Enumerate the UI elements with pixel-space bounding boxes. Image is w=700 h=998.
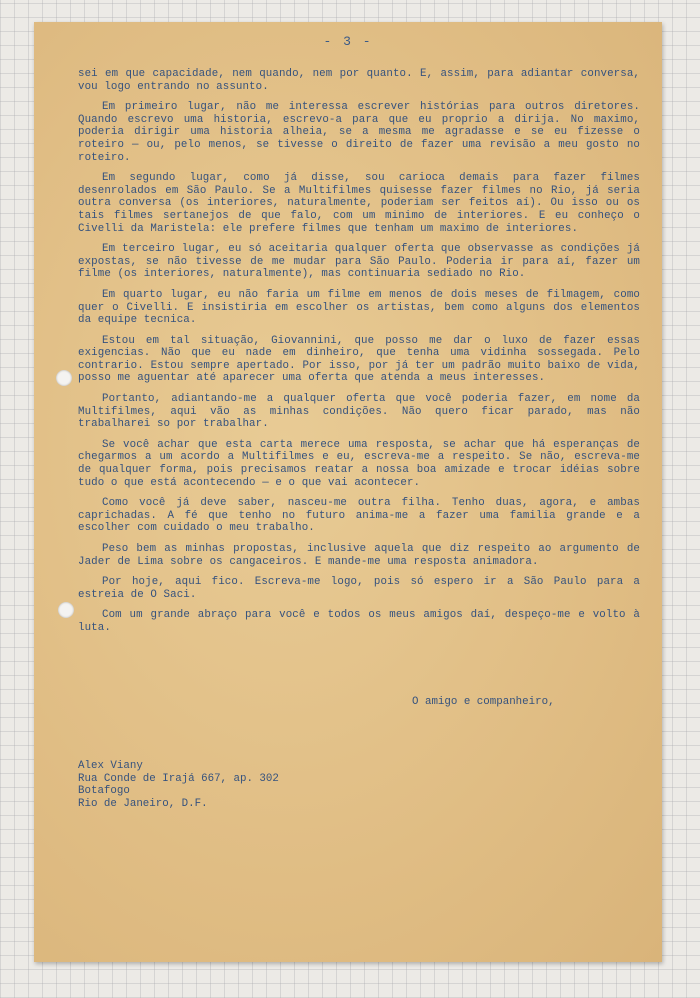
paragraph: Por hoje, aqui fico. Escreva-me logo, pois só espero ir a São Paulo para a estreia de O Saci. [78, 576, 640, 601]
paragraph: Se você achar que esta carta merece uma resposta, se achar que há esperanças de chegarmos a um acordo a Multifilmes e eu, escreva-me a respeito. Se não, escreva-me de qualquer forma, pois precisamos reatar a nossa boa amizade e trocar idéias sobre tudo o que está acontecendo — e o que vai acontecer. [78, 438, 640, 489]
sender-name: Alex Viany [78, 760, 143, 772]
sender-address [78, 760, 279, 810]
paragraph: Com um grande abraço para você e todos os meus amigos daí, despeço-me e volto à luta. [78, 609, 640, 634]
paragraph: Portanto, adiantando-me a qualquer oferta que você poderia fazer, em nome da Multifilmes, aqui vão as minhas condições. Não quero ficar parado, mas não trabalharei so por trabalhar. [78, 393, 640, 431]
sender-street: Rua Conde de Irajá 667, ap. 302 [78, 772, 279, 785]
letter-body [78, 68, 640, 643]
paragraph: Peso bem as minhas propostas, inclusive aquela que diz respeito ao argumento de Jader de Lima sobre os cangaceiros. E mande-me uma resposta animadora. [78, 543, 640, 568]
paragraph: Em primeiro lugar, não me interessa escrever histórias para outros diretores. Quando escrevo uma historia, escrevo-a para que eu proprio a dirija. No maximo, poderia dirigir uma historia alheia, se a mesma me agradasse e se eu fizesse o roteiro — ou, pelo menos, se tivesse o direito de fazer uma revisão a meu gosto no roteiro. [78, 101, 640, 164]
paragraph: Em terceiro lugar, eu só aceitaria qualquer oferta que observasse as condições já expostas, se não tivesse de me mudar para São Paulo. Poderia ir para aí, fazer um filme (os interiores, naturalmente), mas continuaria sediado no Rio. [78, 243, 640, 281]
letter-closing: O amigo e companheiro, [412, 696, 555, 708]
sender-neighborhood: Botafogo [78, 785, 130, 798]
punch-hole-top [56, 370, 72, 386]
punch-hole-bottom [58, 602, 74, 618]
paragraph: Como você já deve saber, nasceu-me outra filha. Tenho duas, agora, e ambas caprichadas. A fé que tenho no futuro anima-me a fazer uma familia grande e a escolher com cuidado o meu trabalho. [78, 497, 640, 535]
paragraph: Em quarto lugar, eu não faria um filme em menos de dois meses de filmagem, como quer o Civelli. E insistiria em escolher os artistas, bem como alguns dos elementos da equipe tecnica. [78, 288, 640, 327]
paragraph: Em segundo lugar, como já disse, sou carioca demais para fazer filmes desenrolados em São Paulo. Se a Multifilmes quisesse fazer filmes no Rio, já seria outra conversa (os interiores, naturalmente, poderiam ser feitos aí). Ou isso ou os tais filmes sertanejos de que falo, com um minimo de interiores. E eu conheço o Civelli da Maristela: ele prefere filmes que tenham um maximo de interiores. [78, 172, 640, 235]
page-number: - 3 - [323, 34, 373, 49]
paragraph: sei em que capacidade, nem quando, nem por quanto. E, assim, para adiantar conversa, vou logo entrando no assunto. [78, 68, 640, 93]
letter-page [34, 22, 662, 962]
paragraph: Estou em tal situação, Giovannini, que posso me dar o luxo de fazer essas exigencias. Não que eu nade em dinheiro, que tenha uma vidinha sossegada. Pelo contrario. Estou sempre apertado. Por isso, por já ter um padrão muito baixo de vida, posso me aguentar até aparecer uma oferta que atenda a meus interesses. [78, 334, 640, 385]
sender-city: Rio de Janeiro, D.F. [78, 797, 208, 810]
